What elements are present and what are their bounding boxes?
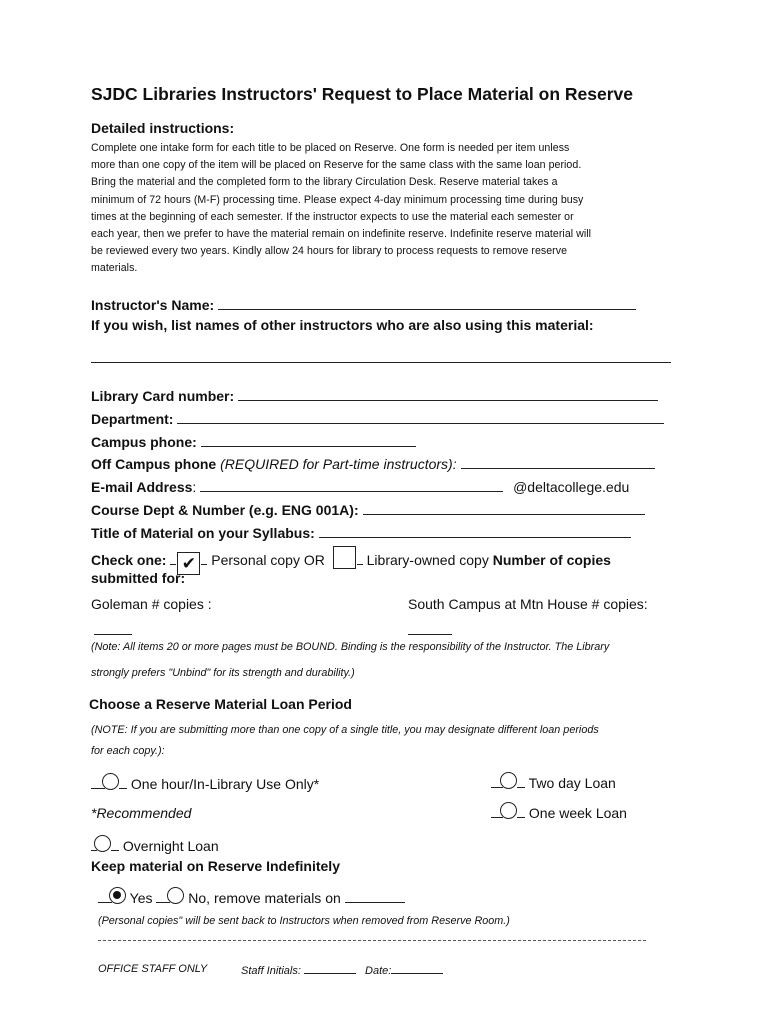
overnight-option[interactable]	[91, 835, 219, 854]
department-label: Department:	[91, 411, 174, 427]
off-campus-phone-row	[91, 455, 655, 472]
department-field[interactable]	[177, 410, 664, 424]
off-campus-phone-field[interactable]	[461, 455, 655, 469]
email-colon: :	[192, 479, 197, 495]
library-card-row	[91, 387, 658, 404]
staff-initials-field[interactable]	[304, 963, 356, 974]
indefinite-note: (Personal copies" will be sent back to Instructors when removed from Reserve Room.)	[98, 915, 510, 927]
instructions-heading: Detailed instructions:	[91, 120, 235, 136]
recommended-note: *Recommended	[91, 805, 192, 821]
indefinite-heading: Keep material on Reserve Indefinitely	[91, 858, 340, 874]
submitted-for-label: submitted for:	[91, 570, 186, 586]
instructions-line: Bring the material and the completed form to the library Circulation Desk. Reserve material takes a	[91, 176, 558, 189]
instructor-name-field[interactable]	[218, 296, 636, 310]
option-underline	[517, 807, 525, 818]
one-hour-radio[interactable]	[102, 773, 119, 790]
loan-period-heading: Choose a Reserve Material Loan Period	[89, 696, 352, 712]
personal-copy-label: Personal copy OR	[211, 552, 325, 568]
indefinite-options	[98, 887, 405, 906]
instructions-line: times at the beginning of each semester. If the instructor expects to use the material each semester or	[91, 210, 574, 223]
underline-mark	[357, 554, 363, 565]
department-row	[91, 410, 664, 427]
check-one-label: Check one:	[91, 552, 167, 568]
course-field[interactable]	[363, 501, 645, 515]
instructions-line: each year, then we prefer to have the material remain on indefinite reserve. Indefinite reserve material will	[91, 228, 592, 241]
divider	[98, 940, 646, 941]
binding-note-line2: strongly prefers "Unbind" for its strength and durability.)	[91, 667, 355, 679]
office-staff-label: OFFICE STAFF ONLY	[98, 963, 208, 975]
instructions-line: more than one copy of the item will be placed on Reserve for the same class with the same loan period.	[91, 159, 582, 172]
two-day-option[interactable]	[491, 772, 616, 791]
two-day-radio[interactable]	[500, 772, 517, 789]
email-field[interactable]	[200, 478, 503, 492]
form-title: SJDC Libraries Instructors' Request to Place Material on Reserve	[91, 84, 633, 104]
one-hour-option[interactable]	[91, 773, 319, 792]
personal-copy-checkbox[interactable]: ✔	[177, 552, 200, 575]
goleman-copies-field[interactable]	[94, 626, 132, 635]
loan-period-note-line1: (NOTE: If you are submitting more than one copy of a single title, you may designate different loan periods	[91, 724, 599, 736]
instructions-line: Complete one intake form for each title to be placed on Reserve. One form is needed per item unless	[91, 142, 570, 154]
library-card-field[interactable]	[238, 387, 658, 401]
email-label: E-mail Address	[91, 479, 193, 495]
course-label: Course Dept & Number (e.g. ENG 001A):	[91, 502, 359, 518]
campus-phone-field[interactable]	[201, 433, 416, 447]
south-campus-label: South Campus at Mtn House # copies:	[408, 596, 648, 612]
one-week-label: One week Loan	[528, 805, 627, 821]
staff-initials-row	[241, 963, 443, 977]
option-underline	[119, 778, 127, 789]
library-card-label: Library Card number:	[91, 388, 235, 404]
remove-date-field[interactable]	[345, 892, 405, 903]
campus-phone-row	[91, 433, 416, 450]
library-owned-label: Library-owned copy	[366, 552, 489, 568]
one-hour-label: One hour/In-Library Use Only*	[130, 776, 320, 792]
off-campus-phone-note: (REQUIRED for Part-time instructors):	[220, 456, 457, 472]
binding-note-line1: (Note: All items 20 or more pages must be BOUND. Binding is the responsibility of the Instructor. The Library	[91, 641, 610, 653]
indefinite-no-label: No, remove materials on	[188, 890, 341, 906]
other-instructors-label: If you wish, list names of other instructors who are also using this material:	[91, 317, 594, 333]
goleman-label: Goleman # copies :	[91, 596, 212, 612]
syllabus-title-label: Title of Material on your Syllabus:	[91, 525, 315, 541]
indefinite-yes-radio[interactable]	[109, 887, 126, 904]
loan-period-note-line2: for each copy.):	[91, 745, 165, 757]
other-instructors-field[interactable]	[91, 352, 671, 363]
instructions-text	[91, 140, 686, 278]
instructions-line: be reviewed every two years. Kindly allow 24 hours for library to process requests to remove reserve	[91, 245, 568, 258]
number-of-copies-label: Number of copies	[492, 552, 611, 568]
instructor-name-label: Instructor's Name:	[91, 297, 215, 313]
overnight-label: Overnight Loan	[122, 838, 219, 854]
one-week-radio[interactable]	[500, 802, 517, 819]
off-campus-phone-label: Off Campus phone	[91, 456, 217, 472]
staff-date-field[interactable]	[391, 963, 443, 974]
underline-mark	[201, 554, 207, 565]
overnight-radio[interactable]	[94, 835, 111, 852]
email-domain: @deltacollege.edu	[513, 479, 630, 495]
email-row	[91, 478, 629, 495]
south-campus-copies-field[interactable]	[408, 626, 452, 635]
library-owned-checkbox[interactable]	[333, 546, 356, 569]
instructions-line: minimum of 72 hours (M-F) processing time. Please expect 4-day minimum processing time during busy	[91, 193, 584, 206]
indefinite-yes-label: Yes	[129, 890, 153, 906]
syllabus-title-field[interactable]	[319, 524, 631, 538]
option-underline	[517, 777, 525, 788]
instructor-name-row	[91, 296, 636, 313]
instructions-line: materials.	[91, 262, 138, 275]
staff-initials-label: Staff Initials:	[241, 965, 301, 977]
indefinite-no-radio[interactable]	[167, 887, 184, 904]
staff-date-label: Date:	[365, 965, 392, 977]
campus-phone-label: Campus phone:	[91, 434, 197, 450]
two-day-label: Two day Loan	[528, 775, 616, 791]
one-week-option[interactable]	[491, 802, 627, 821]
course-row	[91, 501, 645, 518]
option-underline	[111, 840, 119, 851]
syllabus-title-row	[91, 524, 631, 541]
underline-mark	[170, 554, 176, 565]
